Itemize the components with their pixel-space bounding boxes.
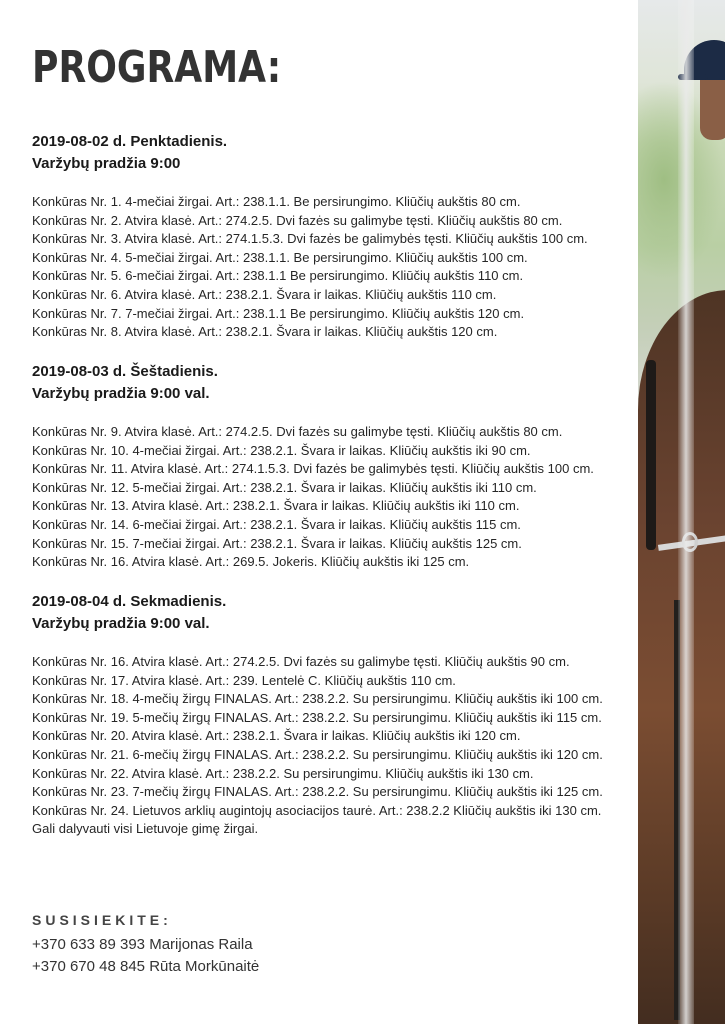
contacts-heading: SUSISIEKITE: xyxy=(32,912,172,928)
list-item: Konkūras Nr. 5. 6-mečiai žirgai. Art.: 238.1.1 Be persirungimo. Kliūčių aukštis 110 cm. xyxy=(32,268,524,284)
day-block-2 xyxy=(32,361,594,572)
list-item: Konkūras Nr. 7. 7-mečiai žirgai. Art.: 238.1.1 Be persirungimo. Kliūčių aukštis 120 cm. xyxy=(32,305,525,321)
rider-face xyxy=(700,80,725,140)
list-item: Konkūras Nr. 23. 7-mečių žirgų FINALAS. Art.: 238.2.2. Su persirungimu. Kliūčių aukštis iki 125 cm. xyxy=(32,784,603,800)
day-block-3 xyxy=(32,591,603,839)
list-item: Konkūras Nr. 4. 5-mečiai žirgai. Art.: 238.1.1. Be persirungimo. Kliūčių aukštis 100 cm. xyxy=(32,249,528,265)
list-item: Konkūras Nr. 8. Atvira klasė. Art.: 238.2.1. Švara ir laikas. Kliūčių aukštis 120 cm. xyxy=(32,324,498,340)
contact-line: +370 670 48 845 Rūta Morkūnaitė xyxy=(32,958,260,975)
list-item: Konkūras Nr. 9. Atvira klasė. Art.: 274.2.5. Dvi fazės su galimybe tęsti. Kliūčių aukštis 80 cm. xyxy=(32,424,563,439)
list-item: Konkūras Nr. 15. 7-mečiai žirgai. Art.: 238.2.1. Švara ir laikas. Kliūčių aukštis 125 cm. xyxy=(32,535,522,551)
day-date: 2019-08-04 d. Sekmadienis. xyxy=(32,593,227,610)
list-item: Konkūras Nr. 17. Atvira klasė. Art.: 239. Lentelė C. Kliūčių aukštis 110 cm. xyxy=(32,672,456,688)
list-item: Konkūras Nr. 19. 5-mečių žirgų FINALAS. Art.: 238.2.2. Su persirungimu. Kliūčių aukštis iki 115 cm. xyxy=(32,709,602,725)
list-item: Konkūras Nr. 12. 5-mečiai žirgai. Art.: 238.2.1. Švara ir laikas. Kliūčių aukštis iki 110 cm. xyxy=(32,479,537,495)
list-item: Konkūras Nr. 11. Atvira klasė. Art.: 274.1.5.3. Dvi fazės be galimybės tęsti. Kliūčių aukštis 100 cm. xyxy=(32,461,594,477)
list-item: Konkūras Nr. 10. 4-mečiai žirgai. Art.: 238.2.1. Švara ir laikas. Kliūčių aukštis iki 90 cm. xyxy=(32,442,531,458)
list-item: Konkūras Nr. 2. Atvira klasė. Art.: 274.2.5. Dvi fazės su galimybe tęsti. Kliūčių aukštis 80 cm. xyxy=(32,212,563,228)
list-item: Konkūras Nr. 6. Atvira klasė. Art.: 238.2.1. Švara ir laikas. Kliūčių aukštis 110 cm. xyxy=(32,286,497,302)
list-item: Konkūras Nr. 22. Atvira klasė. Art.: 238.2.2. Su persirungimu. Kliūčių aukštis iki 130 cm. xyxy=(32,765,534,781)
contacts-section xyxy=(32,912,259,978)
horse-bridle xyxy=(646,360,656,550)
equestrian-photo xyxy=(638,0,725,1024)
light-stripe xyxy=(678,0,694,1024)
list-item: Konkūras Nr. 24. Lietuvos arklių augintojų asociacijos taurė. Art.: 238.2.2 Kliūčių aukštis iki 130 cm. xyxy=(32,802,602,818)
day-start-time: Varžybų pradžia 9:00 val. xyxy=(32,385,210,402)
list-item: Konkūras Nr. 16. Atvira klasė. Art.: 269.5. Jokeris. Kliūčių aukštis iki 125 cm. xyxy=(32,554,470,570)
event-list xyxy=(32,423,594,572)
event-list xyxy=(32,653,603,839)
day-date: 2019-08-02 d. Penktadienis. xyxy=(32,133,228,150)
page-title: PROGRAMA: xyxy=(32,42,282,93)
list-item: Gali dalyvauti visi Lietuvoje gimę žirgai. xyxy=(32,821,259,837)
list-item: Konkūras Nr. 21. 6-mečių žirgų FINALAS. Art.: 238.2.2. Su persirungimu. Kliūčių aukštis iki 120 cm. xyxy=(32,746,603,762)
list-item: Konkūras Nr. 16. Atvira klasė. Art.: 274.2.5. Dvi fazės su galimybe tęsti. Kliūčių aukštis 90 cm. xyxy=(32,654,570,669)
list-item: Konkūras Nr. 3. Atvira klasė. Art.: 274.1.5.3. Dvi fazės be galimybės tęsti. Kliūčių aukštis 100 cm. xyxy=(32,231,588,247)
list-item: Konkūras Nr. 1. 4-mečiai žirgai. Art.: 238.1.1. Be persirungimo. Kliūčių aukštis 80 cm. xyxy=(32,194,521,209)
day-start-time: Varžybų pradžia 9:00 xyxy=(32,155,181,172)
day-block-1 xyxy=(32,131,588,342)
list-item: Konkūras Nr. 20. Atvira klasė. Art.: 238.2.1. Švara ir laikas. Kliūčių aukštis iki 120 cm. xyxy=(32,728,521,744)
list-item: Konkūras Nr. 18. 4-mečių žirgų FINALAS. Art.: 238.2.2. Su persirungimu. Kliūčių aukštis iki 100 cm. xyxy=(32,691,603,707)
day-date: 2019-08-03 d. Šeštadienis. xyxy=(32,363,218,380)
list-item: Konkūras Nr. 13. Atvira klasė. Art.: 238.2.1. Švara ir laikas. Kliūčių aukštis iki 110 cm. xyxy=(32,498,520,514)
list-item: Konkūras Nr. 14. 6-mečiai žirgai. Art.: 238.2.1. Švara ir laikas. Kliūčių aukštis 115 cm. xyxy=(32,516,521,532)
day-start-time: Varžybų pradžia 9:00 val. xyxy=(32,615,210,632)
contact-line: +370 633 89 393 Marijonas Raila xyxy=(32,936,253,953)
event-list xyxy=(32,193,588,342)
